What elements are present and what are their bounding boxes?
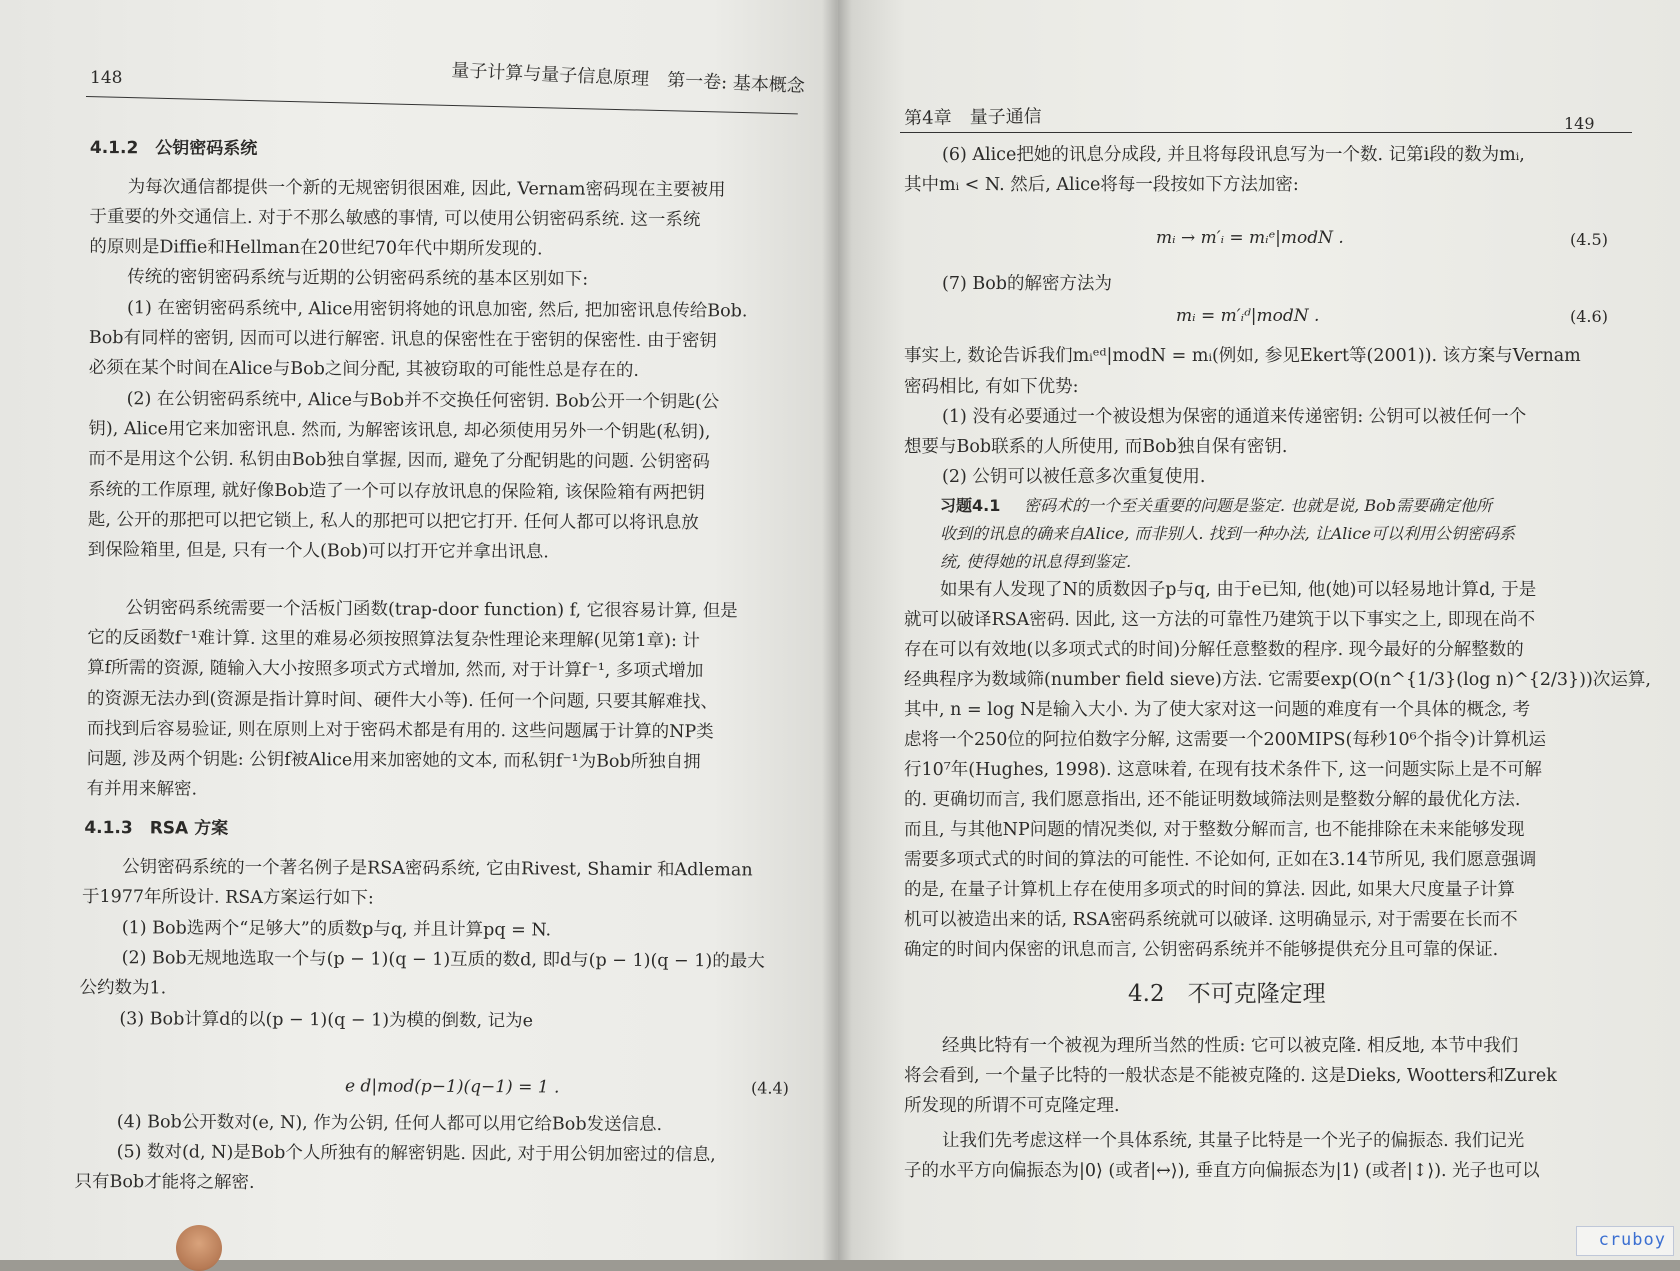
right-line: 存在可以有效地(以多项式式的时间)分解任意整数的程序. 现今最好的分解整数的: [904, 640, 1524, 660]
left-line: 钥), Alice用它来加密讯息. 然而, 为解密该讯息, 却必须使用另外一个钥匙(私钥),: [88, 418, 711, 443]
right-header-rule: [900, 132, 1632, 133]
right-line: 子的水平方向偏振态为|0⟩ (或者|↔⟩), 垂直方向偏振态为|1⟩ (或者|↕⟩). 光子也可以: [904, 1161, 1540, 1181]
left-line: 系统的工作原理, 就好像Bob造了一个可以存放讯息的保险箱, 该保险箱有两把钥: [88, 479, 706, 504]
right-line: 虑将一个250位的阿拉伯数字分解, 这需要一个200MIPS(每秒10⁶个指令)计算机运: [904, 730, 1546, 750]
exercise-label: 习题4.1: [940, 496, 1001, 515]
right-line: 想要与Bob联系的人所使用, 而Bob独自保有密钥.: [904, 437, 1288, 457]
right-line: 的是, 在量子计算机上存在使用多项式的时间的算法. 因此, 如果大尺度量子计算: [904, 880, 1515, 900]
exercise-line: 密码术的一个至关重要的问题是鉴定. 也就是说, Bob需要确定他所: [1024, 496, 1492, 515]
right-line: (1) 没有必要通过一个被设想为保密的通道来传递密钥: 公钥可以被任何一个: [942, 407, 1527, 427]
right-page: [838, 0, 1680, 1260]
left-line: 只有Bob才能将之解密.: [74, 1171, 255, 1193]
section-title-4-1-3: 4.1.3 RSA 方案: [84, 817, 229, 839]
left-running-head: 量子计算与量子信息原理 第一卷: 基本概念: [450, 59, 806, 98]
left-line: (4) Bob公开数对(e, N), 作为公钥, 任何人都可以用它给Bob发送信息.: [116, 1112, 663, 1136]
equation-4-6: mᵢ = m′ᵢᵈ|modN .: [1176, 306, 1320, 326]
right-page-number: 149: [1564, 114, 1595, 133]
right-line: (6) Alice把她的讯息分成段, 并且将每段讯息写为一个数. 记第i段的数为mᵢ,: [942, 145, 1525, 165]
right-line: 其中, n = log N是输入大小. 为了使大家对这一问题的难度有一个具体的概念, 考: [904, 700, 1531, 720]
left-line: 于重要的外交通信上. 对于不那么敏感的事情, 可以使用公钥密码系统. 这一系统: [89, 206, 701, 231]
right-line: 让我们先考虑这样一个具体系统, 其量子比特是一个光子的偏振态. 我们记光: [942, 1131, 1525, 1151]
right-line: 确定的时间内保密的讯息而言, 公钥密码系统并不能够提供充分且可靠的保证.: [904, 940, 1499, 960]
equation-number-4-4: (4.4): [750, 1078, 789, 1098]
left-line: (1) 在密钥密码系统中, Alice用密钥将她的讯息加密, 然后, 把加密讯息传给Bob.: [127, 298, 748, 322]
left-line: 问题, 涉及两个钥匙: 公钥f被Alice用来加密她的文本, 而私钥f⁻¹为Bob所独自拥: [86, 748, 701, 773]
equation-number-4-6: (4.6): [1570, 307, 1608, 326]
left-line: 的资源无法办到(资源是指计算时间、硬件大小等). 任何一个问题, 只要其解难找、: [86, 688, 718, 713]
right-line: 所发现的所谓不可克隆定理.: [904, 1096, 1120, 1116]
left-line: 而不是用这个公钥. 私钥由Bob独自掌握, 因而, 避免了分配钥匙的问题. 公钥密码: [88, 448, 710, 473]
left-line: 公钥密码系统的一个著名例子是RSA密码系统, 它由Rivest, Shamir 和Adleman: [122, 857, 753, 881]
left-line: (2) Bob无规地选取一个与(p − 1)(q − 1)互质的数d, 即d与(p − 1)(q − 1)的最大: [121, 948, 765, 972]
right-line: 机可以被造出来的话, RSA密码系统就可以破译. 这明确显示, 对于需要在长而不: [904, 910, 1518, 930]
left-line: 的原则是Diffie和Hellman在20世纪70年代中期所发现的.: [89, 236, 543, 260]
left-line: 于1977年所设计. RSA方案运行如下:: [81, 886, 374, 909]
equation-4-5: mᵢ → m′ᵢ = mᵢᵉ|modN .: [1156, 228, 1344, 248]
left-line: 算f所需的资源, 随输入大小按照多项式方式增加, 然而, 对于计算f⁻¹, 多项式增加: [87, 657, 704, 682]
book-gutter: [822, 0, 852, 1260]
left-page-number: 148: [90, 68, 123, 88]
left-line: (5) 数对(d, N)是Bob个人所独有的解密钥匙. 因此, 对于用公钥加密过的信息,: [116, 1142, 716, 1166]
left-line: 公约数为1.: [79, 977, 167, 999]
watermark-text: cruboy: [1598, 1230, 1666, 1250]
left-line: (1) Bob选两个“足够大”的质数p与q, 并且计算pq = N.: [121, 918, 552, 941]
left-line: 为每次通信都提供一个新的无规密钥很困难, 因此, Vernam密码现在主要被用: [127, 177, 726, 201]
right-line: 而且, 与其他NP问题的情况类似, 对于整数分解而言, 也不能排除在未来能够发现: [904, 820, 1525, 840]
right-line: 如果有人发现了N的质数因子p与q, 由于e已知, 他(她)可以轻易地计算d, 于是: [940, 580, 1537, 600]
right-line: 的. 更确切而言, 我们愿意指出, 还不能证明数域筛法则是整数分解的最优化方法.: [904, 790, 1521, 810]
right-running-head: 第4章 量子通信: [904, 106, 1042, 129]
thumb: [176, 1225, 222, 1271]
left-line: 它的反函数f⁻¹难计算. 这里的难易必须按照算法复杂性理论来理解(见第1章): 计: [87, 627, 700, 652]
left-line: 匙, 公开的那把可以把它锁上, 私人的那把可以把它打开. 任何人都可以将讯息放: [87, 509, 699, 534]
left-line: (3) Bob计算d的以(p − 1)(q − 1)为模的倒数, 记为e: [119, 1009, 534, 1032]
right-line: 密码相比, 有如下优势:: [904, 377, 1079, 397]
right-line: (7) Bob的解密方法为: [942, 274, 1112, 294]
exercise-line: 统, 使得她的讯息得到鉴定.: [940, 552, 1132, 571]
left-line: 必须在某个时间在Alice与Bob之间分配, 其被窃取的可能性总是存在的.: [88, 357, 640, 381]
section-title-4-1-2: 4.1.2 公钥密码系统: [89, 137, 258, 159]
equation-number-4-5: (4.5): [1570, 230, 1608, 249]
right-line: 经典比特有一个被视为理所当然的性质: 它可以被克隆. 相反地, 本节中我们: [942, 1036, 1519, 1056]
right-line: 就可以破译RSA密码. 因此, 这一方法的可靠性乃建筑于以下事实之上, 即现在尚不: [904, 610, 1536, 630]
right-line: 经典程序为数域筛(number field sieve)方法. 它需要exp(O(n^{1/3}(log n)^{2/3}))次运算,: [904, 670, 1651, 690]
right-line: (2) 公钥可以被任意多次重复使用.: [942, 467, 1206, 487]
right-line: 事实上, 数论告诉我们mᵢᵉᵈ|modN = mᵢ(例如, 参见Ekert等(2001)). 该方案与Vernam: [904, 346, 1581, 366]
left-line: 公钥密码系统需要一个活板门函数(trap-door function) f, 它很容易计算, 但是: [125, 598, 738, 622]
left-page: [0, 0, 838, 1260]
left-line: (2) 在公钥密码系统中, Alice与Bob并不交换任何密钥. Bob公开一个钥匙(公: [126, 389, 720, 413]
left-line: 而找到后容易验证, 则在原则上对于密码术都是有用的. 这些问题属于计算的NP类: [86, 718, 714, 743]
right-line: 需要多项式式的时间的算法的可能性. 不论如何, 正如在3.14节所见, 我们愿意强调: [904, 850, 1537, 870]
right-line: 其中mᵢ < N. 然后, Alice将每一段按如下方法加密:: [904, 175, 1299, 195]
left-line: 传统的密钥密码系统与近期的公钥密码系统的基本区别如下:: [127, 267, 589, 290]
left-line: 到保险箱里, 但是, 只有一个人(Bob)可以打开它并拿出讯息.: [87, 539, 549, 563]
left-line: Bob有同样的密钥, 因而可以进行解密. 讯息的保密性在于密钥的保密性. 由于密钥: [88, 327, 717, 352]
right-line: 行10⁷年(Hughes, 1998). 这意味着, 在现有技术条件下, 这一问题实际上是不可解: [904, 760, 1542, 780]
equation-4-4: e d|mod(p−1)(q−1) = 1 .: [344, 1076, 560, 1098]
left-header-rule: [86, 96, 798, 114]
right-line: 将会看到, 一个量子比特的一般状态是不能被克隆的. 这是Dieks, Wootters和Zurek: [904, 1066, 1557, 1086]
section-title-4-2: 4.2 不可克隆定理: [1128, 981, 1326, 1007]
exercise-line: 收到的讯息的确来自Alice, 而非别人. 找到一种办法, 让Alice可以利用公钥密码系: [940, 524, 1515, 543]
left-line: 有并用来解密.: [86, 778, 198, 800]
